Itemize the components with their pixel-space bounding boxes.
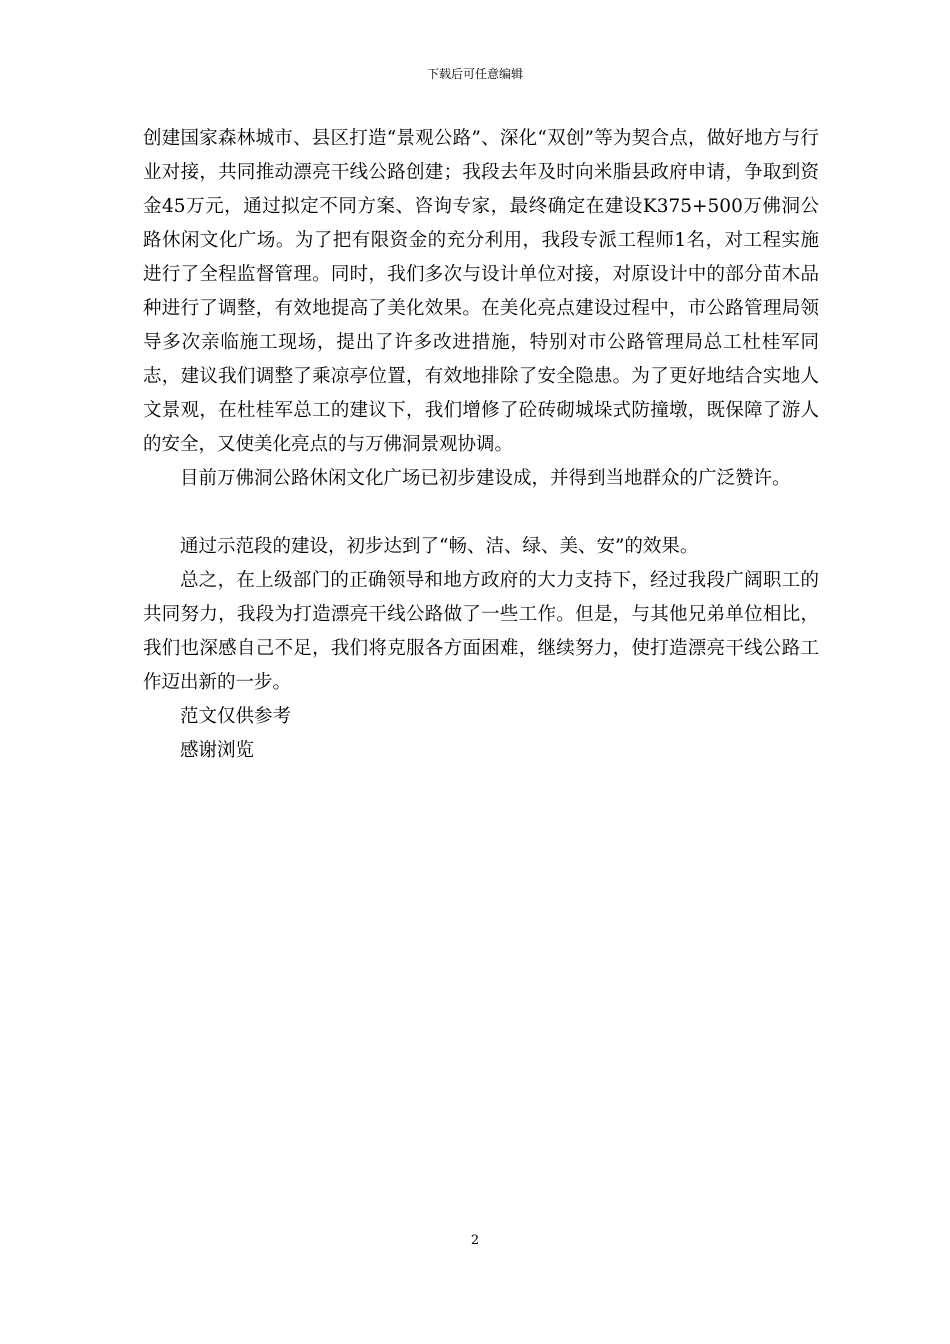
- paragraph-4: 总之，在上级部门的正确领导和地方政府的大力支持下，经过我段广阔职工的共同努力，我段为打造漂亮干线公路做了一些工作。但是，与其他兄弟单位相比，我们也深感自己不足，我们将克服各方面困难，继续努力，使打造漂亮干线公路工作迈出新的一步。: [143, 570, 819, 693]
- page-number: 2: [470, 1233, 480, 1248]
- page-header: 下载后可任意编辑: [426, 67, 523, 81]
- document-body: [143, 122, 819, 768]
- paragraph-gap: [143, 496, 819, 530]
- paragraph-2: 目前万佛洞公路休闲文化广场已初步建设成，并得到当地群众的广泛赞许。: [180, 468, 791, 489]
- paragraph-6: 感谢浏览: [180, 740, 255, 761]
- paragraph-5: 范文仅供参考: [180, 706, 292, 727]
- paragraph-3: 通过示范段的建设，初步达到了“畅、洁、绿、美、安”的效果。: [180, 536, 699, 557]
- paragraph-1: 创建国家森林城市、县区打造“景观公路”、深化“双创”等为契合点，做好地方与行业对接，共同推动漂亮干线公路创建；我段去年及时向米脂县政府申请，争取到资金45万元，通过拟定不同方案、咨询专家，最终确定在建设K375+500万佛洞公路休闲文化广场。为了把有限资金的充分利用，我段专派工程师1名，对工程实施进行了全程监督管理。同时，我们多次与设计单位对接，对原设计中的部分苗木品种进行了调整，有效地提高了美化效果。在美化亮点建设过程中，市公路管理局领导多次亲临施工现场，提出了许多改进措施，特别对市公路管理局总工杜桂军同志，建议我们调整了乘凉亭位置，有效地排除了安全隐患。为了更好地结合实地人文景观，在杜桂军总工的建议下，我们增修了砼砖砌城垛式防撞墩，既保障了游人的安全，又使美化亮点的与万佛洞景观协调。: [143, 128, 819, 455]
